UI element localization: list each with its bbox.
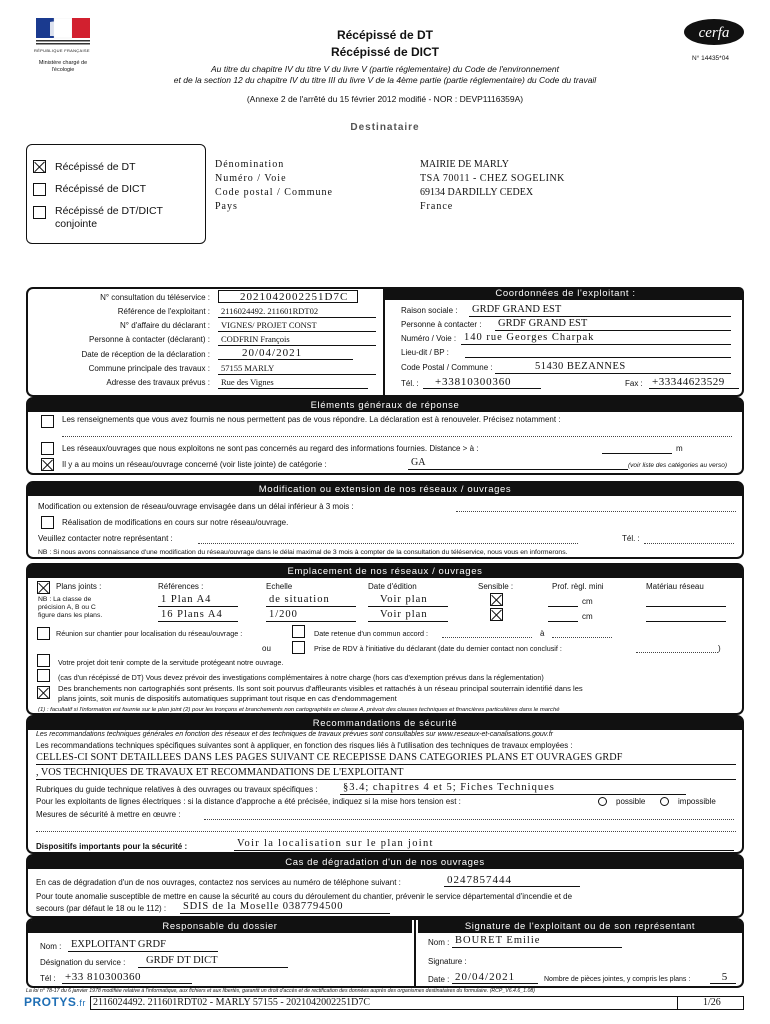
value-tel-exploitant: +33810300360 — [423, 376, 541, 389]
securite-heading: Recommandations de sécurité — [28, 717, 742, 730]
anomalie-text: Pour toute anomalie susceptible de mettre en cause la sécurité au cours du déroulement du chantier, prévenir le service départemental d'incendie et de — [36, 892, 573, 901]
emplacement-footnote: (1) : facultatif si l'information est fournie sur le plan joint (2) pour les tronçons et branchements non cartographiés en classe A, prévoir des clauses techniques et financières particulières dans le marché — [38, 707, 560, 713]
value-commune: 57155 MARLY — [218, 362, 376, 375]
representant-tel-label: Tél. : — [622, 534, 640, 543]
realisation-text: Réalisation de modifications en cours sur notre réseau/ouvrage. — [62, 518, 289, 527]
resp-nom-value: EXPLOITANT GRDF — [68, 939, 218, 952]
date-retenue-text: Date retenue d'un commun accord : — [314, 629, 429, 638]
date-retenue-checkbox[interactable] — [292, 625, 305, 638]
nb-classe-2: précision A, B ou C — [38, 604, 96, 611]
value-contact-exploitant: GRDF GRAND EST — [495, 318, 731, 331]
dispositifs-value: Voir la localisation sur le plan joint — [234, 838, 734, 851]
row1-sensible-checkbox[interactable] — [490, 593, 503, 606]
nb-classe-3: figure dans les plans. — [38, 612, 103, 619]
sig-signature-label: Signature : — [428, 957, 467, 966]
col-echelle: Echelle — [266, 582, 293, 591]
rubriques-value: §3.4; chapitres 4 et 5; Fiches Techniques — [340, 782, 686, 795]
impossible-radio[interactable] — [660, 797, 669, 806]
reunion-checkbox[interactable] — [37, 627, 50, 640]
row2-ref: 16 Plans A4 — [158, 609, 238, 622]
sig-pieces-value: 5 — [710, 971, 736, 984]
rubriques-label: Rubriques du guide technique relatives à des ouvrages ou travaux spécifiques : — [36, 785, 318, 794]
representant-tel-line — [644, 543, 734, 544]
rdv-text: Prise de RDV à l'initiative du déclarant (date du dernier contact non conclusif : — [314, 644, 562, 653]
value-date-reception: 20/04/2021 — [218, 347, 353, 360]
rdv-line — [636, 652, 718, 653]
row1-ref: 1 Plan A4 — [158, 594, 238, 607]
row2-materiau-line — [646, 621, 726, 622]
nb-classe-1: NB : La classe de — [38, 596, 92, 603]
date-a-line — [552, 637, 612, 638]
representant-line — [198, 543, 578, 544]
subtitle-environnement: Au titre du chapitre IV du titre V du livre V (partie réglementaire) du Code de l'environnement — [211, 64, 559, 74]
secours-value: SDIS de la Moselle 0387794500 — [180, 901, 390, 914]
elements-heading: Eléments généraux de réponse — [28, 399, 742, 412]
protys-tld: .fr — [76, 998, 86, 1008]
svg-text:cerfa: cerfa — [698, 25, 730, 41]
sig-date-label: Date : — [428, 975, 450, 984]
label-date-reception: Date de réception de la déclaration : — [81, 350, 210, 359]
coordonnees-box — [383, 287, 744, 397]
reunion-text: Réunion sur chantier pour localisation du réseau/ouvrage : — [56, 629, 243, 638]
possible-label: possible — [616, 797, 646, 806]
cerfa-logo — [683, 18, 745, 46]
row2-date: Voir plan — [368, 609, 448, 622]
value-ref-exploitant: 2116024492. 211601RDT02 — [218, 305, 376, 318]
col-prof: Prof. règl. mini — [552, 582, 604, 591]
footer-page: 1/26 — [703, 997, 721, 1008]
label-ref-exploitant: Référence de l'exploitant : — [117, 307, 210, 316]
value-cp-exploitant: 51430 BEZANNES — [495, 361, 731, 374]
resp-nom-label: Nom : — [40, 942, 62, 951]
degradation-phone: 0247857444 — [444, 874, 580, 887]
protys-name: PROTYS — [24, 995, 77, 1009]
dest-label-cp: Code postal / Commune — [215, 187, 333, 198]
recepisse-dt-label: Récépissé de DT — [55, 161, 136, 173]
bottom-section — [26, 918, 744, 988]
impossible-label: impossible — [678, 797, 716, 806]
dest-value-pays: France — [420, 201, 454, 212]
coordonnees-heading: Coordonnées de l'exploitant : — [495, 288, 636, 299]
resp-service-label: Désignation du service : — [40, 958, 126, 967]
consultation-block — [26, 287, 744, 397]
resp-tel-value: +33 810300360 — [62, 971, 192, 984]
modification-heading: Modification ou extension de nos réseaux / ouvrages — [28, 483, 742, 496]
modification-delai-text: Modification ou extension de réseau/ouvrage envisagée dans un délai inférieur à 3 mois : — [38, 502, 354, 511]
sig-date-value: 20/04/2021 — [452, 971, 538, 984]
investigations-text: (cas d'un récépissé de DT) Vous devez prévoir des investigations complémentaires à notre charge (hors cas d'exemption prévus dans la réglementation) — [58, 673, 544, 682]
securite-generales: Les recommandations techniques générales en fonction des réseaux et des techniques de travaux prévues sont consultables sur www.reseaux-et-canalisations.gouv.fr — [36, 731, 553, 738]
degradation-heading: Cas de dégradation d'un de nos ouvrages — [28, 856, 742, 869]
row2-sensible-checkbox[interactable] — [490, 608, 503, 621]
annex-ref: (Annexe 2 de l'arrêté du 15 février 2012 modifié - NOR : DEVP1116359A) — [246, 94, 524, 104]
label-lieudit: Lieu-dit / BP : — [401, 348, 449, 357]
modification-section — [26, 481, 744, 559]
sig-nom-value: BOURET Emilie — [452, 935, 622, 948]
specific-2-line — [36, 779, 736, 780]
dest-value-voie: TSA 70011 - CHEZ SOGELINK — [420, 173, 565, 184]
concerne-checkbox[interactable] — [41, 458, 54, 471]
concerne-text: Il y a au moins un réseau/ouvrage concerné (voir liste jointe) de catégorie : — [62, 460, 327, 469]
label-tel-exploitant: Tél. : — [401, 379, 419, 388]
contacter-representant-text: Veuillez contacter notre représentant : — [38, 534, 173, 543]
degradation-section — [26, 854, 744, 918]
dispositifs-label: Dispositifs importants pour la sécurité : — [36, 842, 188, 851]
footer-reference-box — [90, 996, 744, 1010]
row2-echelle: 1/200 — [266, 609, 356, 622]
sig-nom-label: Nom : — [428, 938, 450, 947]
label-adresse: Adresse des travaux prévus : — [106, 378, 210, 387]
republic-label: RÉPUBLIQUE FRANÇAISE — [34, 48, 90, 53]
value-contact-declarant: CODFRIN François — [218, 333, 376, 346]
row1-materiau-line — [646, 606, 726, 607]
bottom-divider — [414, 920, 416, 988]
subtitle-travail: et de la section 12 du chapitre IV du titre III du livre V de la 4ème partie (partie réglementaire) du Code du travail — [173, 75, 597, 85]
rdv-close: ) — [718, 644, 721, 653]
label-voie-exploitant: Numéro / Voie : — [401, 334, 457, 343]
ministry-label: Ministère chargé de l'écologie — [38, 60, 88, 73]
destinataire-heading: Destinataire — [350, 122, 420, 133]
non-concernes-text: Les réseaux/ouvrages que nous exploitons ne sont pas concernés au regard des informations fournies. Distance > à : — [62, 444, 479, 453]
date-retenue-line — [442, 637, 532, 638]
realisation-checkbox[interactable] — [41, 516, 54, 529]
dest-label-denomination: Dénomination — [215, 159, 285, 170]
rdv-checkbox[interactable] — [292, 641, 305, 654]
label-contact-declarant: Personne à contacter (déclarant) : — [89, 335, 210, 344]
label-affaire: N° d'affaire du déclarant : — [120, 321, 210, 330]
possible-radio[interactable] — [598, 797, 607, 806]
lieudit-line — [465, 357, 731, 358]
investigations-checkbox[interactable] — [37, 669, 50, 682]
sig-pieces-label: Nombre de pièces jointes, y compris les plans : — [544, 976, 691, 983]
recepisse-dict-label: Récépissé de DICT — [55, 183, 147, 195]
categorie-value: GA — [408, 457, 628, 470]
title-dt: Récépissé de DT — [336, 28, 434, 42]
degradation-text: En cas de dégradation d'un de nos ouvrages, contactez nos services au numéro de téléphone suivant : — [36, 878, 401, 887]
label-consultation: N° consultation du téléservice : — [100, 293, 210, 302]
footer-page-divider — [677, 997, 678, 1009]
elements-section — [26, 397, 744, 475]
recepisse-dt-checkbox[interactable] — [33, 160, 46, 173]
modification-nb: NB : Si nous avons connaissance d'une modification du réseau/ouvrage dans le délai maximal de 3 mois à compter de la consultation du téléservice, nous vous en informerons. — [38, 549, 568, 556]
col-references: Références : — [158, 582, 204, 591]
securite-specifiques: Les recommandations techniques spécifiques suivantes sont à appliquer, en fonction des risques liés à l'utilisation des techniques de travaux employées : — [36, 741, 573, 750]
row1-prof-line — [548, 606, 578, 607]
col-materiau: Matériau réseau — [646, 582, 704, 591]
value-fax-exploitant: +33344623529 — [649, 376, 739, 389]
securite-specific-2: , VOS TECHNIQUES DE TRAVAUX ET RECOMMANDATIONS DE L'EXPLOITANT — [36, 767, 404, 778]
recepisse-conjointe-label-2: conjointe — [55, 218, 98, 230]
value-raison: GRDF GRAND EST — [469, 304, 731, 317]
row1-date: Voir plan — [368, 594, 448, 607]
resp-service-value: GRDF DT DICT — [138, 955, 288, 968]
mesures-line-1 — [204, 819, 734, 820]
value-adresse: Rue des Vignes — [218, 376, 368, 389]
value-voie-exploitant: 140 rue Georges Charpak — [461, 332, 731, 345]
row2-prof-line — [548, 621, 578, 622]
modification-delai-line — [456, 511, 736, 512]
branchements-text-1: Des branchements non cartographiés sont présents. Ils sont soit pourvus d'affleurants visibles et rattachés à un réseau principal souterrain identifié dans les — [58, 684, 583, 693]
emplacement-section — [26, 563, 744, 715]
servitude-checkbox[interactable] — [37, 654, 50, 667]
secours-text: secours (par défaut le 18 ou le 112) : — [36, 904, 167, 913]
servitude-text: Votre projet doit tenir compte de la servitude protégeant notre ouvrage. — [58, 658, 284, 667]
date-a-label: à — [540, 629, 545, 638]
lignes-electriques-text: Pour les exploitants de lignes électriques : si la distance d'approche a été précisée, indiquez si la mise hors tension est : — [36, 797, 461, 806]
footer-reference: 2116024492. 211601RDT02 - MARLY 57155 - 2021042002251D7C — [93, 997, 371, 1008]
branchements-checkbox[interactable] — [37, 686, 50, 699]
emplacement-heading: Emplacement de nos réseaux / ouvrages — [28, 565, 742, 578]
branchements-text-2: plans joints, soit munis de dispositifs automatiques supprimant tout risque en cas d'endommagement — [58, 694, 397, 703]
renseignements-text: Les renseignements que vous avez fournis ne nous permettent pas de vous répondre. La déclaration est à renouveler. Précisez notamment : — [62, 415, 561, 424]
label-contact-exploitant: Personne à contacter : — [401, 320, 482, 329]
renseignements-checkbox[interactable] — [41, 415, 54, 428]
footer-law: La loi n° 78-17 du 6 janvier 1978 modifiée relative à l'informatique, aux fichiers et aux libertés, garantit un droit d'accès et de rectification des données auprès des organismes destinataires du formulaire. (RCP_V6.4.6_1.08) — [26, 988, 535, 994]
ou-label: ou — [262, 644, 271, 653]
cerfa-number: N° 14435*04 — [692, 55, 729, 62]
mesures-line-2 — [36, 831, 736, 832]
renseignements-line — [62, 436, 732, 437]
title-dict: Récépissé de DICT — [330, 45, 440, 59]
label-cp-exploitant: Code Postal / Commune : — [401, 363, 493, 372]
mesures-label: Mesures de sécurité à mettre en œuvre : — [36, 810, 181, 819]
label-commune: Commune principale des travaux : — [88, 364, 210, 373]
recepisse-conjointe-label: Récépissé de DT/DICT — [55, 205, 163, 217]
dest-label-voie: Numéro / Voie — [215, 173, 287, 184]
resp-tel-label: Tél : — [40, 974, 56, 983]
row1-echelle: de situation — [266, 594, 356, 607]
securite-section — [26, 715, 744, 854]
label-raison: Raison sociale : — [401, 306, 458, 315]
categorie-note: (voir liste des catégories au verso) — [628, 462, 727, 469]
signature-heading: Signature de l'exploitant ou de son représentant — [464, 921, 696, 932]
col-sensible: Sensible : — [478, 582, 514, 591]
value-consultation: 2021042002251D7C — [240, 291, 349, 303]
recepisse-dict-checkbox[interactable] — [33, 183, 46, 196]
row1-prof-unit: cm — [582, 597, 593, 606]
value-affaire: VIGNES/ PROJET CONST — [218, 319, 376, 332]
non-concernes-checkbox[interactable] — [41, 442, 54, 455]
specific-1-line — [36, 764, 736, 765]
dest-value-cp: 69134 DARDILLY CEDEX — [420, 187, 534, 198]
securite-specific-1: CELLES-CI SONT DETAILLEES DANS LES PAGES SUIVANT CE RECEPISSE DANS CATEGORIES PLANS ET OUVRAGES GRDF — [36, 752, 623, 763]
plans-joints-checkbox[interactable] — [37, 581, 50, 594]
label-fax-exploitant: Fax : — [625, 379, 643, 388]
distance-line — [602, 453, 672, 454]
distance-unit: m — [676, 444, 683, 453]
recepisse-type-box — [26, 144, 206, 244]
row2-prof-unit: cm — [582, 612, 593, 621]
plans-joints-label: Plans joints : — [56, 582, 102, 591]
col-date-edition: Date d'édition — [368, 582, 417, 591]
responsable-heading: Responsable du dossier — [162, 921, 278, 932]
dest-value-denomination: MAIRIE DE MARLY — [420, 159, 509, 170]
protys-logo — [24, 995, 86, 1010]
recepisse-conjointe-checkbox[interactable] — [33, 206, 46, 219]
dest-label-pays: Pays — [215, 201, 238, 212]
